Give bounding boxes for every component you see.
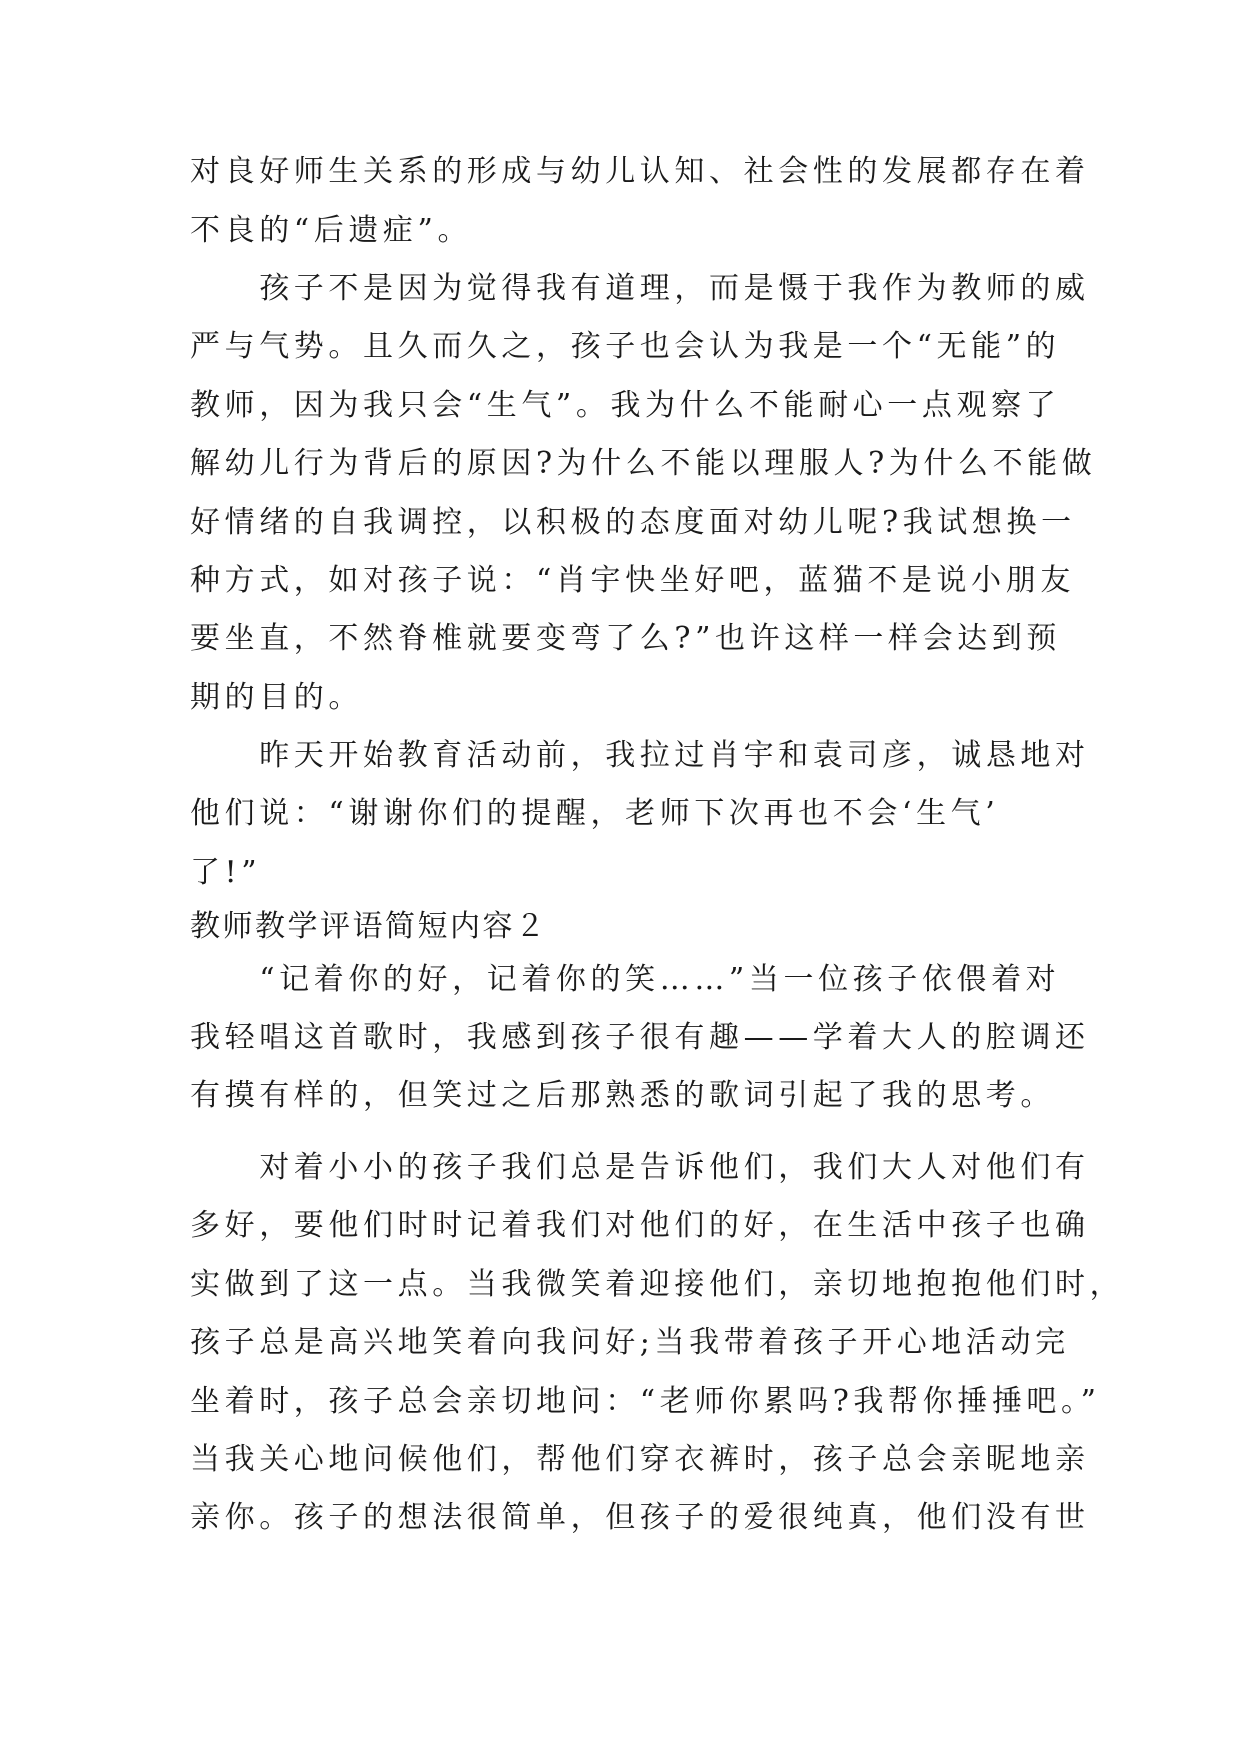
text-line: 教师，因为我只会“生气”。我为什么不能耐心一点观察了 (190, 388, 1061, 423)
text-line: 好情绪的自我调控，以积极的态度面对幼儿呢?我试想换一 (190, 505, 1076, 540)
text-line: “记着你的好，记着你的笑……”当一位孩子依偎着对 (190, 962, 1061, 997)
text-line: 期的目的。 (190, 680, 363, 715)
section-heading: 教师教学评语简短内容２ (190, 909, 548, 944)
text-line: 严与气势。且久而久之，孩子也会认为我是一个“无能”的 (190, 329, 1061, 364)
text-line: 我轻唱这首歌时，我感到孩子很有趣——学着大人的腔调还 (190, 1020, 1090, 1055)
text-line: 昨天开始教育活动前，我拉过肖宇和袁司彦，诚恳地对 (190, 738, 1090, 773)
text-line: 孩子总是高兴地笑着向我问好;当我带着孩子开心地活动完 (190, 1325, 1070, 1360)
text-line: 种方式，如对孩子说：“肖宇快坐好吧，蓝猫不是说小朋友 (190, 563, 1075, 598)
text-line: 当我关心地问候他们，帮他们穿衣裤时，孩子总会亲昵地亲 (190, 1442, 1090, 1477)
text-line: 了!” (190, 855, 262, 890)
text-line: 实做到了这一点。当我微笑着迎接他们，亲切地抱抱他们时， (190, 1267, 1125, 1302)
text-line: 解幼儿行为背后的原因?为什么不能以理服人?为什么不能做 (190, 446, 1097, 481)
text-line: 对着小小的孩子我们总是告诉他们，我们大人对他们有 (190, 1150, 1090, 1185)
text-line: 不良的“后遗症”。 (190, 213, 473, 248)
text-line: 他们说：“谢谢你们的提醒，老师下次再也不会‘生气’ (190, 796, 1000, 831)
text-line: 多好，要他们时时记着我们对他们的好，在生活中孩子也确 (190, 1208, 1090, 1243)
text-line: 对良好师生关系的形成与幼儿认知、社会性的发展都存在着 (190, 154, 1090, 189)
text-line: 坐着时，孩子总会亲切地问：“老师你累吗?我帮你捶捶吧。” (190, 1384, 1101, 1419)
text-line: 亲你。孩子的想法很简单，但孩子的爱很纯真，他们没有世 (190, 1500, 1090, 1535)
text-line: 要坐直，不然脊椎就要变弯了么?”也许这样一样会达到预 (190, 621, 1062, 656)
text-line: 孩子不是因为觉得我有道理，而是慑于我作为教师的威 (190, 271, 1090, 306)
text-line: 有摸有样的，但笑过之后那熟悉的歌词引起了我的思考。 (190, 1078, 1055, 1113)
